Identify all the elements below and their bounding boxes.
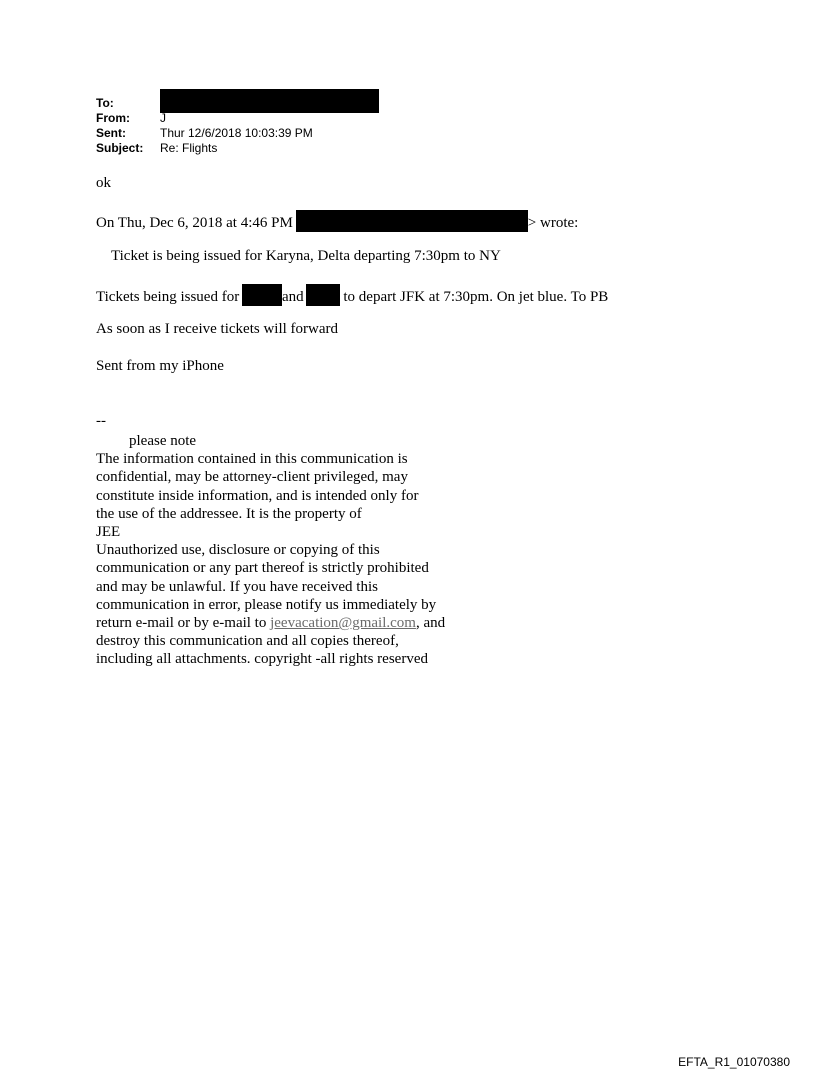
disclaimer-line: and may be unlawful. If you have received this (96, 578, 378, 595)
disclaimer-line: communication in error, please notify us immediately by (96, 596, 437, 613)
to-label: To: (96, 96, 114, 110)
disclaimer-line: JEE (96, 524, 121, 541)
quote-intro-before: On Thu, Dec 6, 2018 at 4:46 PM (96, 215, 293, 231)
signature-separator: -- (96, 413, 106, 429)
disclaimer-line: confidential, may be attorney-client privileged, may (96, 469, 408, 486)
quote-intro (96, 210, 578, 232)
redacted-recipient (160, 89, 379, 113)
disclaimer-line: communication or any part thereof is strictly prohibited (96, 560, 429, 577)
tickets-suffix: to depart JFK at 7:30pm. On jet blue. To PB (343, 289, 609, 305)
redacted-name-1 (242, 284, 282, 306)
email-header (96, 96, 379, 156)
ticket-karyna-line: Ticket is being issued for Karyna, Delta departing 7:30pm to NY (111, 248, 501, 264)
email-link[interactable]: jeevacation@gmail.com (270, 615, 416, 632)
subject-row (96, 141, 379, 156)
disclaimer-line: destroy this communication and all copies thereof, (96, 633, 399, 650)
sent-row (96, 126, 379, 141)
email-line-suffix: , and (415, 615, 446, 632)
forward-line: As soon as I receive tickets will forward (96, 321, 339, 337)
disclaimer-line: the use of the addressee. It is the property of (96, 505, 362, 522)
to-row (96, 96, 379, 111)
email-line-prefix: return e-mail or by e-mail to (96, 615, 271, 632)
tickets-line (96, 284, 608, 306)
sent-value: Thur 12/6/2018 10:03:39 PM (160, 126, 313, 140)
sent-label: Sent: (96, 126, 126, 140)
redacted-sender (296, 210, 528, 232)
reply-text: ok (96, 175, 111, 191)
from-row (96, 111, 379, 126)
redacted-name-2 (306, 284, 340, 306)
tickets-and: and (281, 289, 304, 305)
disclaimer-line: constitute inside information, and is intended only for (96, 487, 419, 504)
document-id: EFTA_R1_01070380 (678, 1055, 790, 1069)
disclaimer-note: please note (129, 433, 197, 449)
from-label: From: (96, 111, 130, 125)
subject-value: Re: Flights (160, 141, 218, 155)
disclaimer-line: including all attachments. copyright -all rights reserved (96, 651, 428, 668)
confidentiality-disclaimer (96, 432, 445, 669)
signature: Sent from my iPhone (96, 358, 224, 374)
tickets-prefix: Tickets being issued for (96, 289, 240, 305)
disclaimer-line: The information contained in this communication is (96, 451, 408, 468)
from-value: J (160, 111, 166, 125)
quote-intro-after: > wrote: (527, 215, 579, 231)
disclaimer-line: Unauthorized use, disclosure or copying of this (96, 542, 380, 559)
subject-label: Subject: (96, 141, 144, 155)
disclaimer-email-line (96, 614, 445, 632)
